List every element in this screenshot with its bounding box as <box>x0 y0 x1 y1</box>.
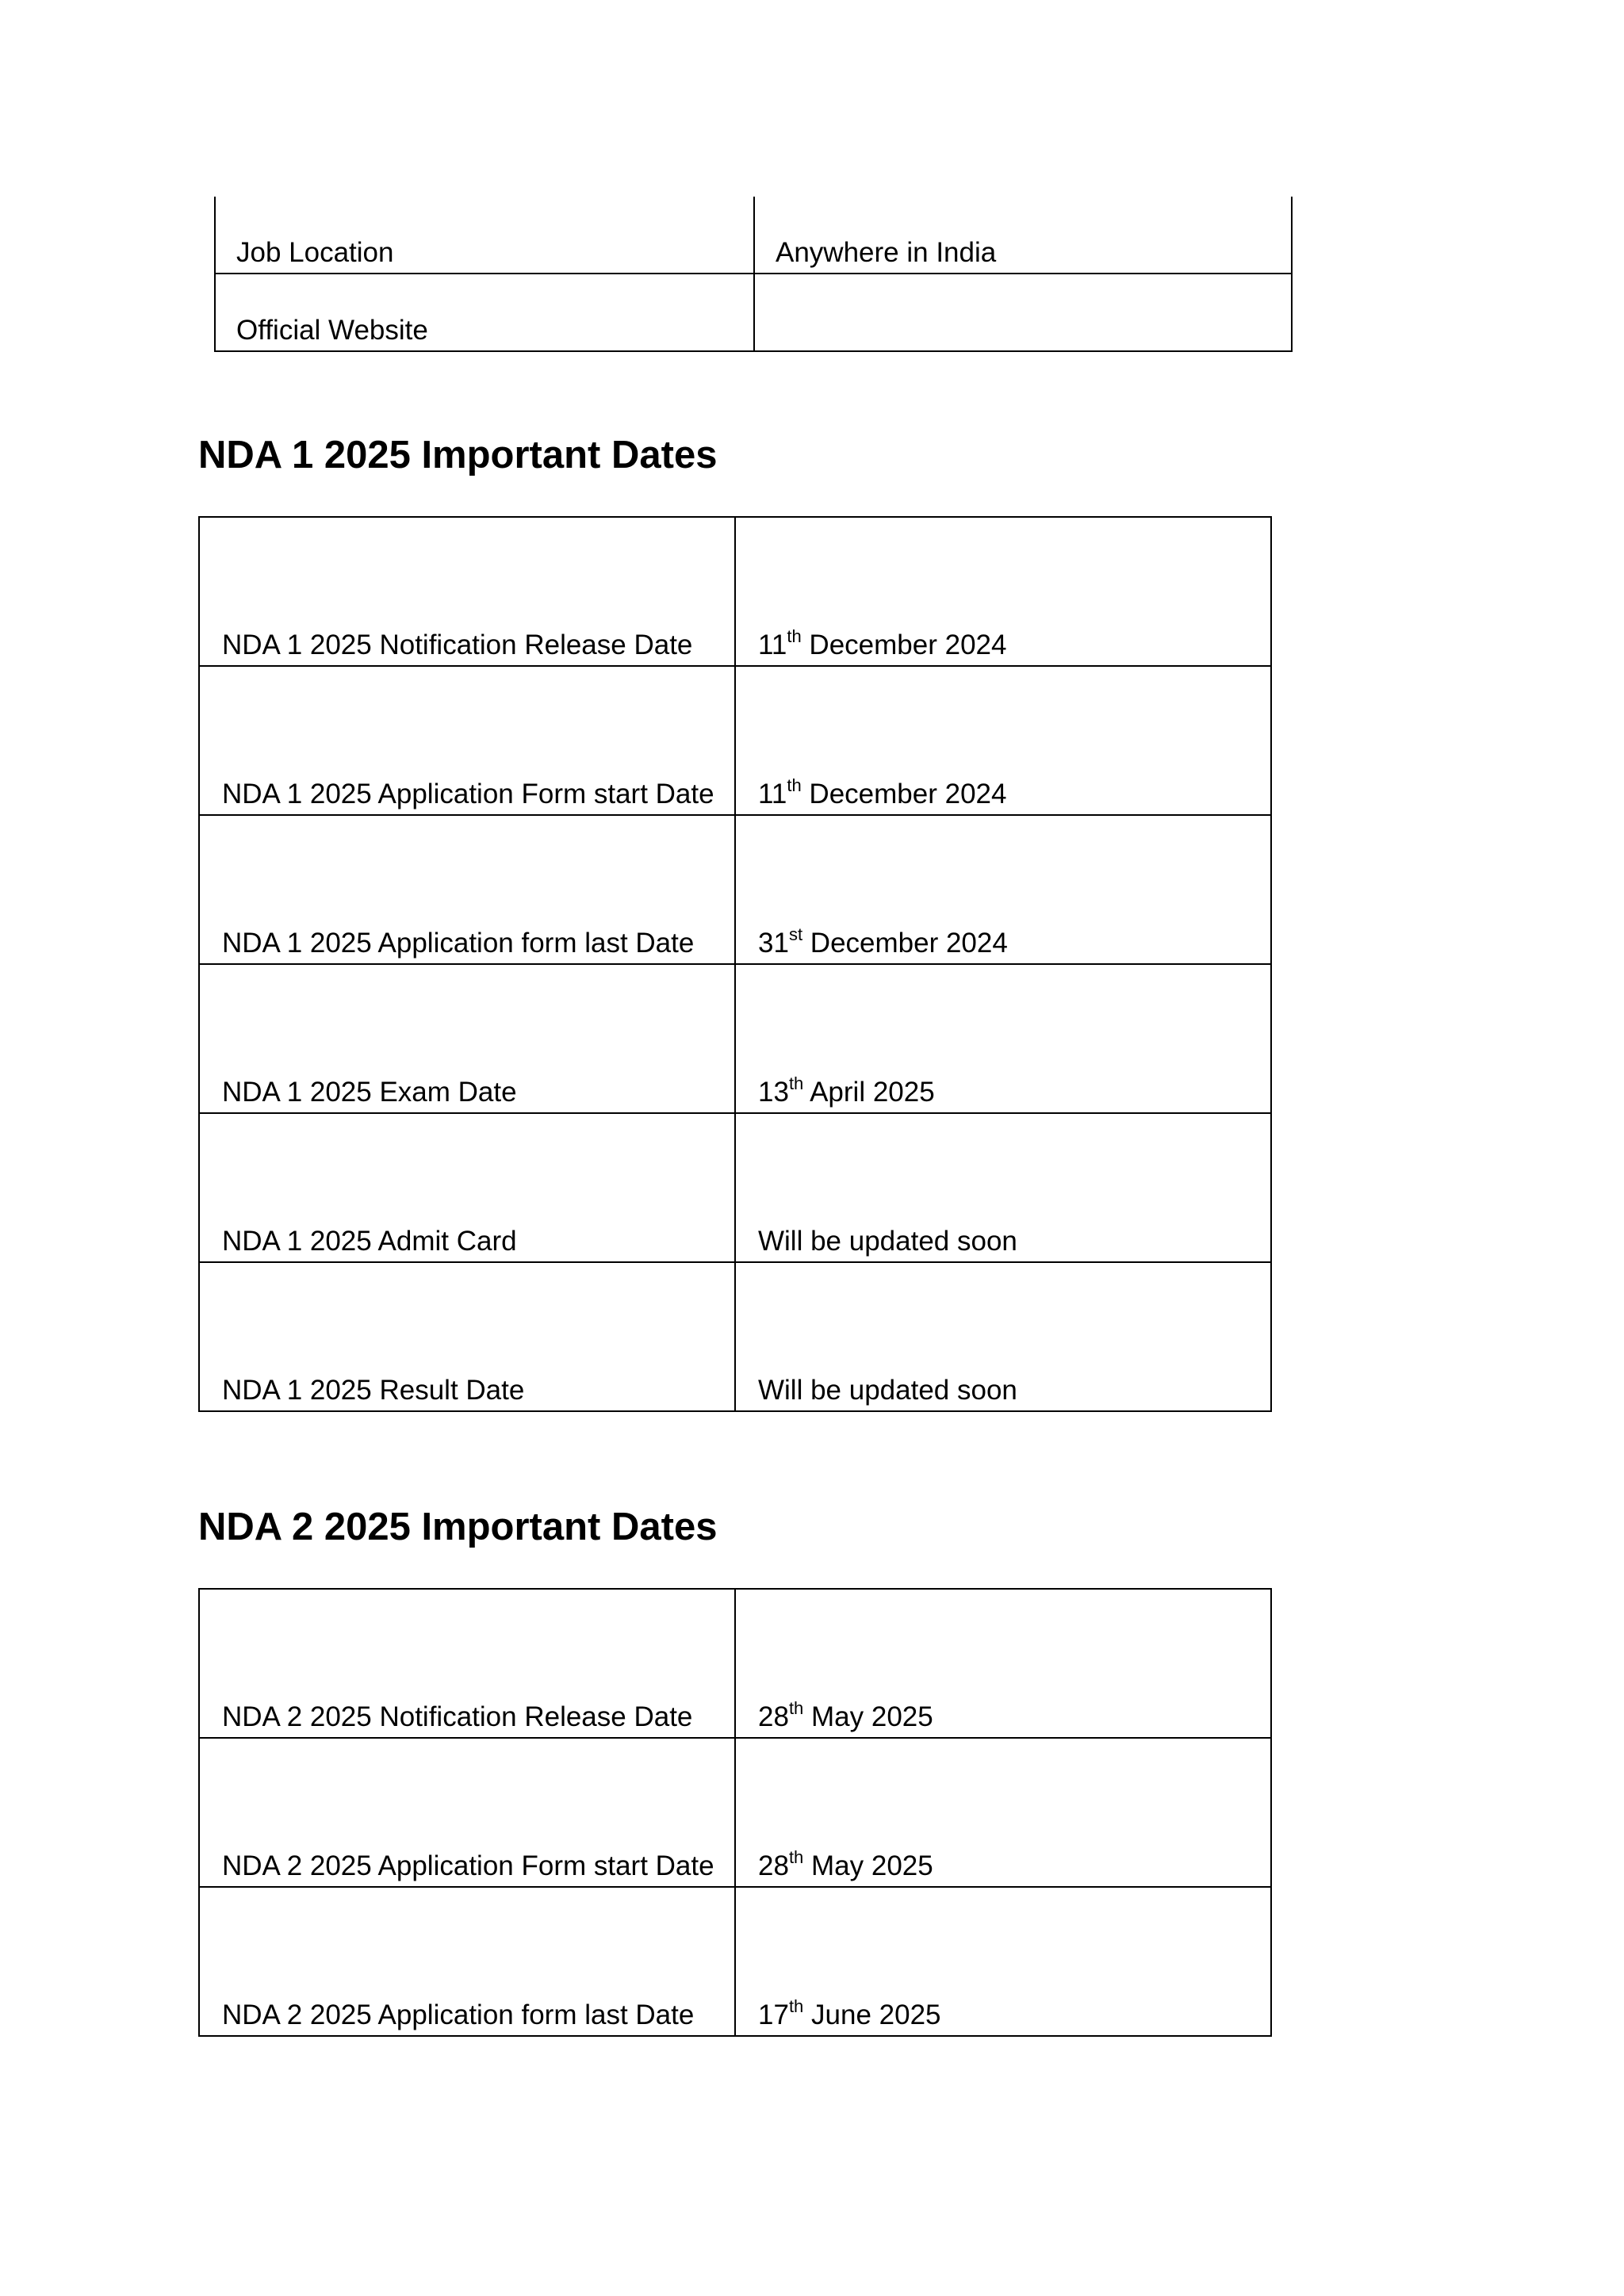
table-row <box>199 815 1271 964</box>
nda2-dates-table <box>198 1588 1272 2037</box>
official-website-label: Official Website <box>215 274 754 351</box>
table-row <box>199 517 1271 666</box>
date-label: NDA 2 2025 Notification Release Date <box>199 1589 735 1738</box>
date-label: NDA 1 2025 Application Form start Date <box>199 666 735 815</box>
table-row <box>215 274 1292 351</box>
date-value: 13th April 2025 <box>735 964 1271 1113</box>
date-value: 28th May 2025 <box>735 1589 1271 1738</box>
job-location-label: Job Location <box>215 197 754 274</box>
job-location-value: Anywhere in India <box>754 197 1292 274</box>
table-row <box>199 1262 1271 1411</box>
nda1-important-dates-heading: NDA 1 2025 Important Dates <box>198 434 718 476</box>
date-label: NDA 1 2025 Exam Date <box>199 964 735 1113</box>
nda2-important-dates-heading: NDA 2 2025 Important Dates <box>198 1506 718 1548</box>
date-label: NDA 1 2025 Notification Release Date <box>199 517 735 666</box>
table-row <box>215 197 1292 274</box>
table-row <box>199 1738 1271 1887</box>
date-value: Will be updated soon <box>735 1113 1271 1262</box>
date-label: NDA 1 2025 Admit Card <box>199 1113 735 1262</box>
table-row <box>199 1887 1271 2036</box>
date-label: NDA 1 2025 Application form last Date <box>199 815 735 964</box>
date-label: NDA 1 2025 Result Date <box>199 1262 735 1411</box>
date-label: NDA 2 2025 Application Form start Date <box>199 1738 735 1887</box>
date-value: Will be updated soon <box>735 1262 1271 1411</box>
job-details-table <box>214 197 1293 352</box>
table-row <box>199 666 1271 815</box>
date-value: 31st December 2024 <box>735 815 1271 964</box>
date-value: 17th June 2025 <box>735 1887 1271 2036</box>
table-row <box>199 1113 1271 1262</box>
official-website-value <box>754 274 1292 351</box>
date-value: 28th May 2025 <box>735 1738 1271 1887</box>
date-value: 11th December 2024 <box>735 666 1271 815</box>
table-row <box>199 964 1271 1113</box>
date-label: NDA 2 2025 Application form last Date <box>199 1887 735 2036</box>
nda1-dates-table <box>198 516 1272 1412</box>
date-value: 11th December 2024 <box>735 517 1271 666</box>
table-row <box>199 1589 1271 1738</box>
